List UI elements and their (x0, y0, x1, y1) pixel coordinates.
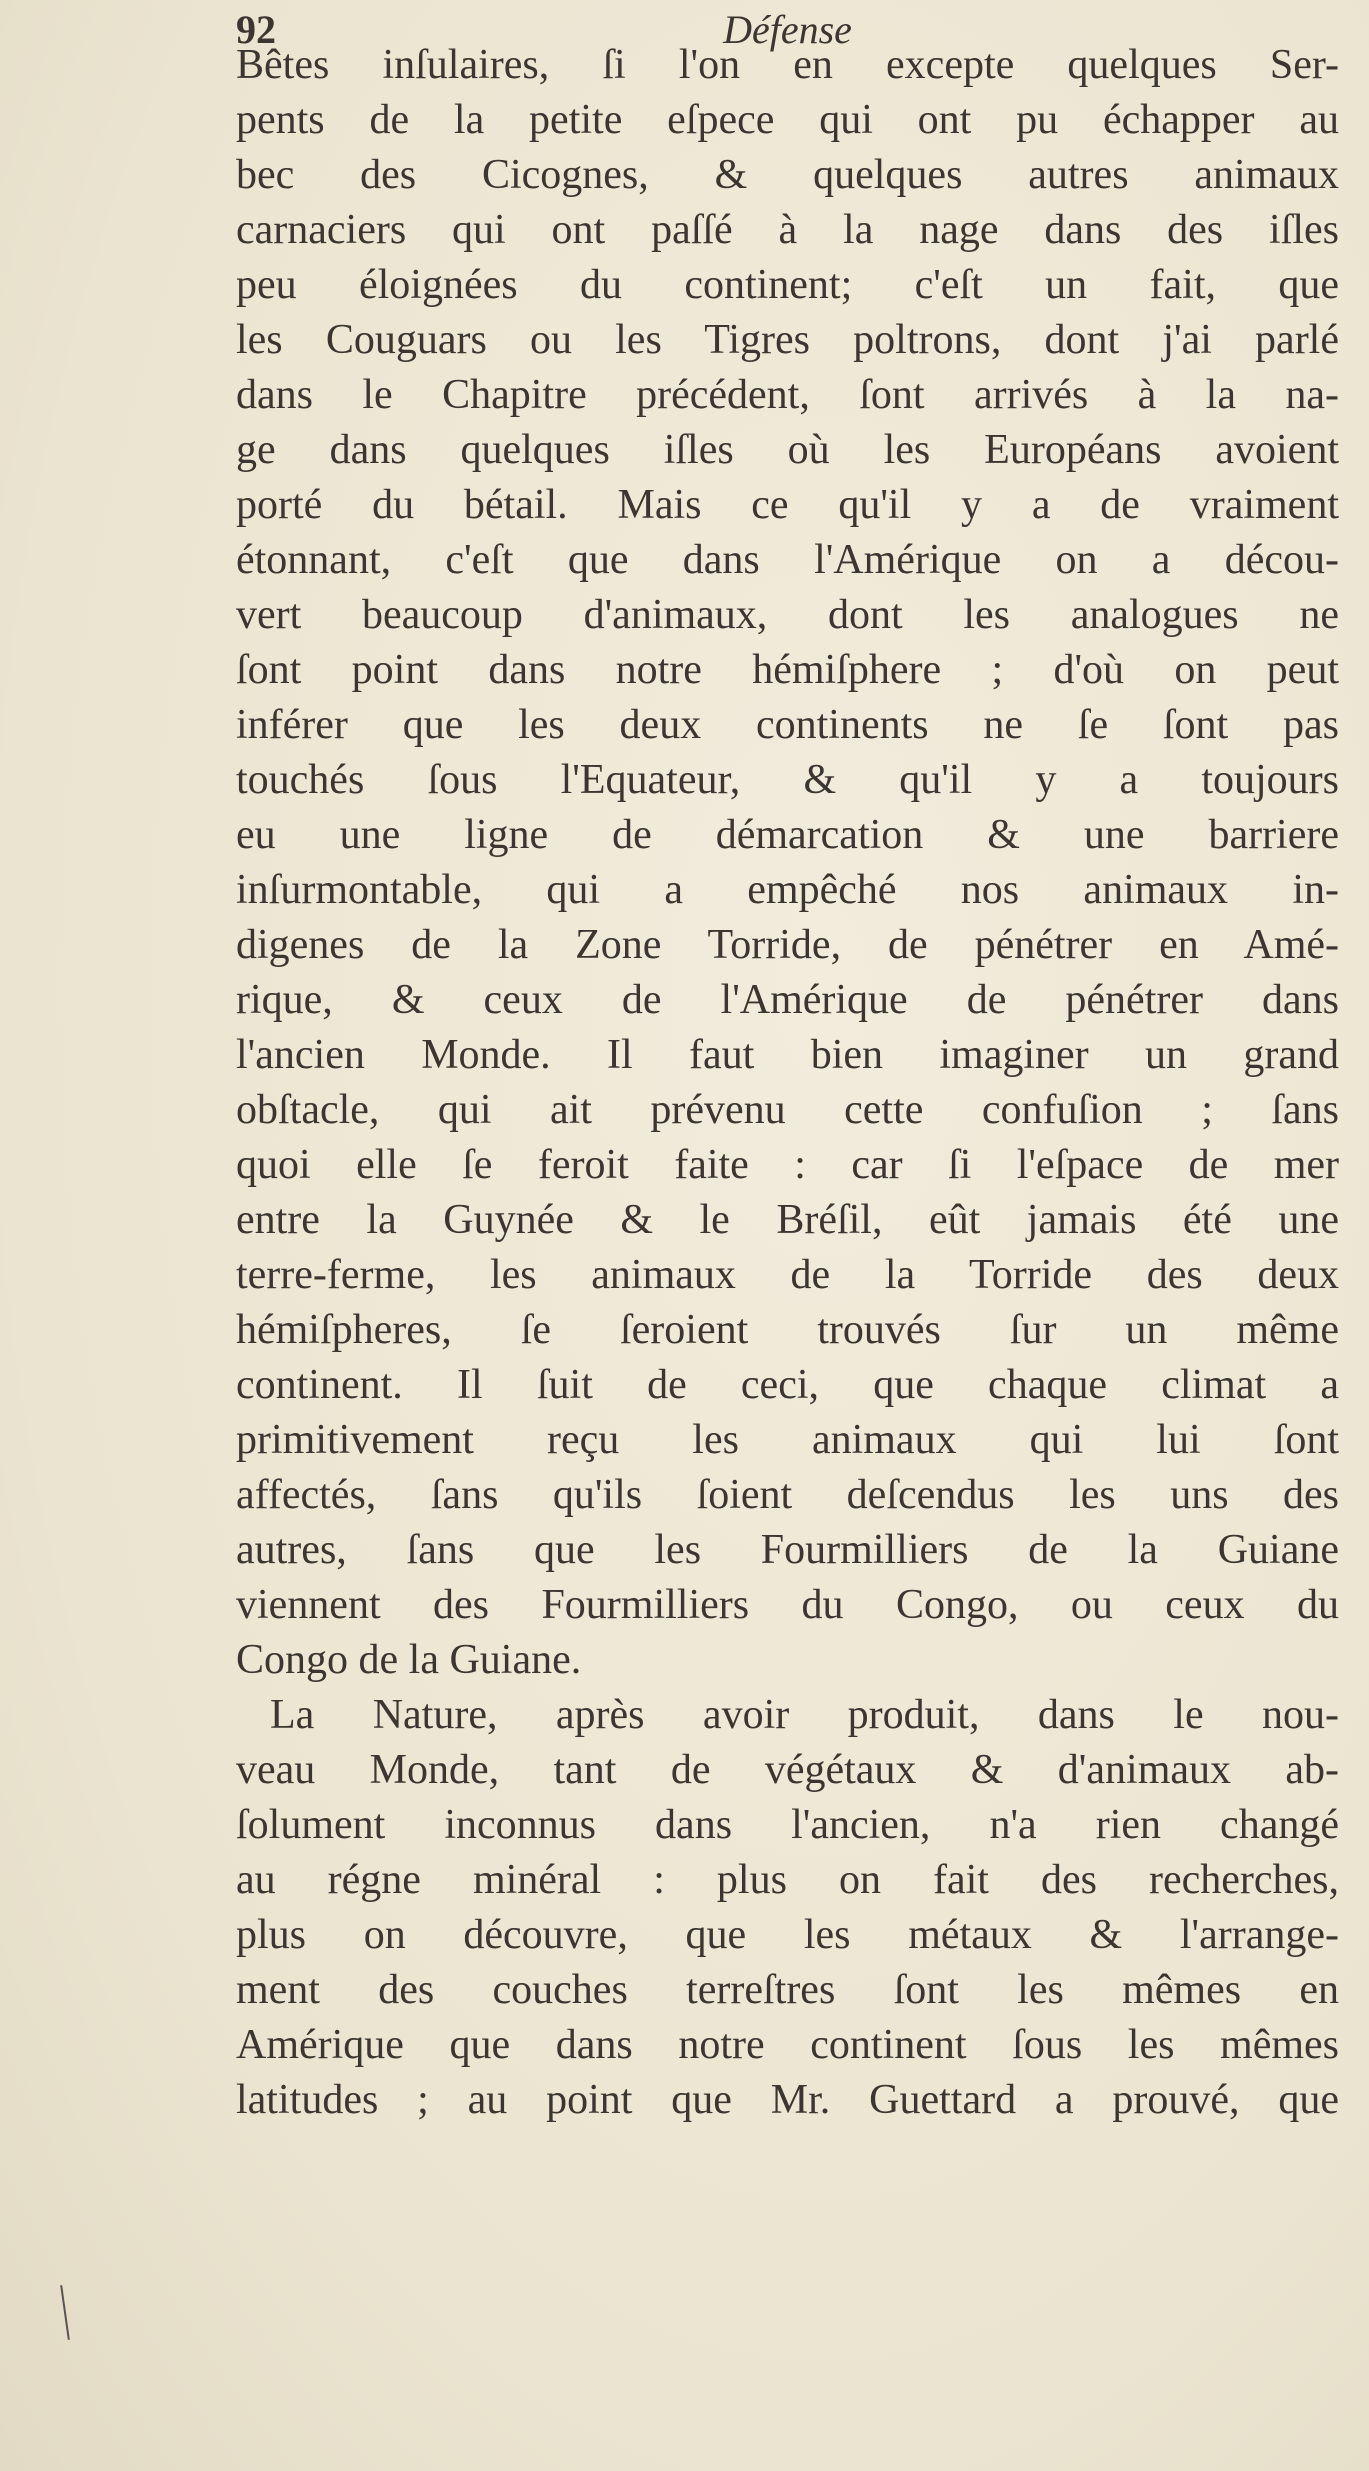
text-line: ſont point dans notre hémiſphere ; d'où on peut (236, 647, 1339, 693)
text-line: dans le Chapitre précédent, ſont arrivés à la na- (236, 372, 1339, 418)
text-line: Congo de la Guiane. (236, 1637, 582, 1683)
text-line: latitudes ; au point que Mr. Guettard a prouvé, que (236, 2077, 1339, 2123)
text-line: carnaciers qui ont paſſé à la nage dans des iſles (236, 207, 1339, 253)
text-line: Amérique que dans notre continent ſous les mêmes (236, 2022, 1339, 2068)
text-line: digenes de la Zone Torride, de pénétrer en Amé- (236, 922, 1339, 968)
text-line: pents de la petite eſpece qui ont pu échapper au (236, 97, 1339, 143)
text-line: inſurmontable, qui a empêché nos animaux in- (236, 867, 1339, 913)
text-line: l'ancien Monde. Il faut bien imaginer un grand (236, 1032, 1339, 1078)
running-title: Défense (723, 7, 852, 52)
text-line: La Nature, après avoir produit, dans le nou- (270, 1692, 1339, 1738)
text-line: ment des couches terreſtres ſont les mêmes en (236, 1967, 1339, 2013)
text-line: plus on découvre, que les métaux & l'arrange- (236, 1912, 1339, 1958)
text-line: Bêtes inſulaires, ſi l'on en excepte quelques Ser- (236, 42, 1339, 88)
page-body-text (236, 38, 1339, 2128)
text-line: rique, & ceux de l'Amérique de pénétrer dans (236, 977, 1339, 1023)
text-line: primitivement reçu les animaux qui lui ſont (236, 1417, 1339, 1463)
text-line: ſolument inconnus dans l'ancien, n'a rien changé (236, 1802, 1339, 1848)
text-line: porté du bétail. Mais ce qu'il y a de vraiment (236, 482, 1339, 528)
text-line: veau Monde, tant de végétaux & d'animaux ab- (236, 1747, 1339, 1793)
text-line: les Couguars ou les Tigres poltrons, dont j'ai parlé (236, 317, 1339, 363)
text-line: terre-ferme, les animaux de la Torride des deux (236, 1252, 1339, 1298)
text-line: ge dans quelques iſles où les Européans avoient (236, 427, 1339, 473)
text-line: obſtacle, qui ait prévenu cette confuſion ; ſans (236, 1087, 1339, 1133)
text-line: hémiſpheres, ſe ſeroient trouvés ſur un même (236, 1307, 1339, 1353)
text-line: quoi elle ſe feroit faite : car ſi l'eſpace de mer (236, 1142, 1339, 1188)
text-line: bec des Cicognes, & quelques autres animaux (236, 152, 1339, 198)
text-line: affectés, ſans qu'ils ſoient deſcendus les uns des (236, 1472, 1339, 1518)
text-line: étonnant, c'eſt que dans l'Amérique on a décou- (236, 537, 1339, 583)
text-line: touchés ſous l'Equateur, & qu'il y a toujours (236, 757, 1339, 803)
text-line: inférer que les deux continents ne ſe ſont pas (236, 702, 1339, 748)
margin-mark (60, 2285, 70, 2340)
text-line: autres, ſans que les Fourmilliers de la Guiane (236, 1527, 1339, 1573)
text-line: eu une ligne de démarcation & une barriere (236, 812, 1339, 858)
text-line: vert beaucoup d'animaux, dont les analogues ne (236, 592, 1339, 638)
text-line: viennent des Fourmilliers du Congo, ou ceux du (236, 1582, 1339, 1628)
text-line: continent. Il ſuit de ceci, que chaque climat a (236, 1362, 1339, 1408)
text-line: peu éloignées du continent; c'eſt un fait, que (236, 262, 1339, 308)
text-line: au régne minéral : plus on fait des recherches, (236, 1857, 1339, 1903)
page-number: 92 (236, 7, 276, 52)
text-line: entre la Guynée & le Bréſil, eût jamais été une (236, 1197, 1339, 1243)
